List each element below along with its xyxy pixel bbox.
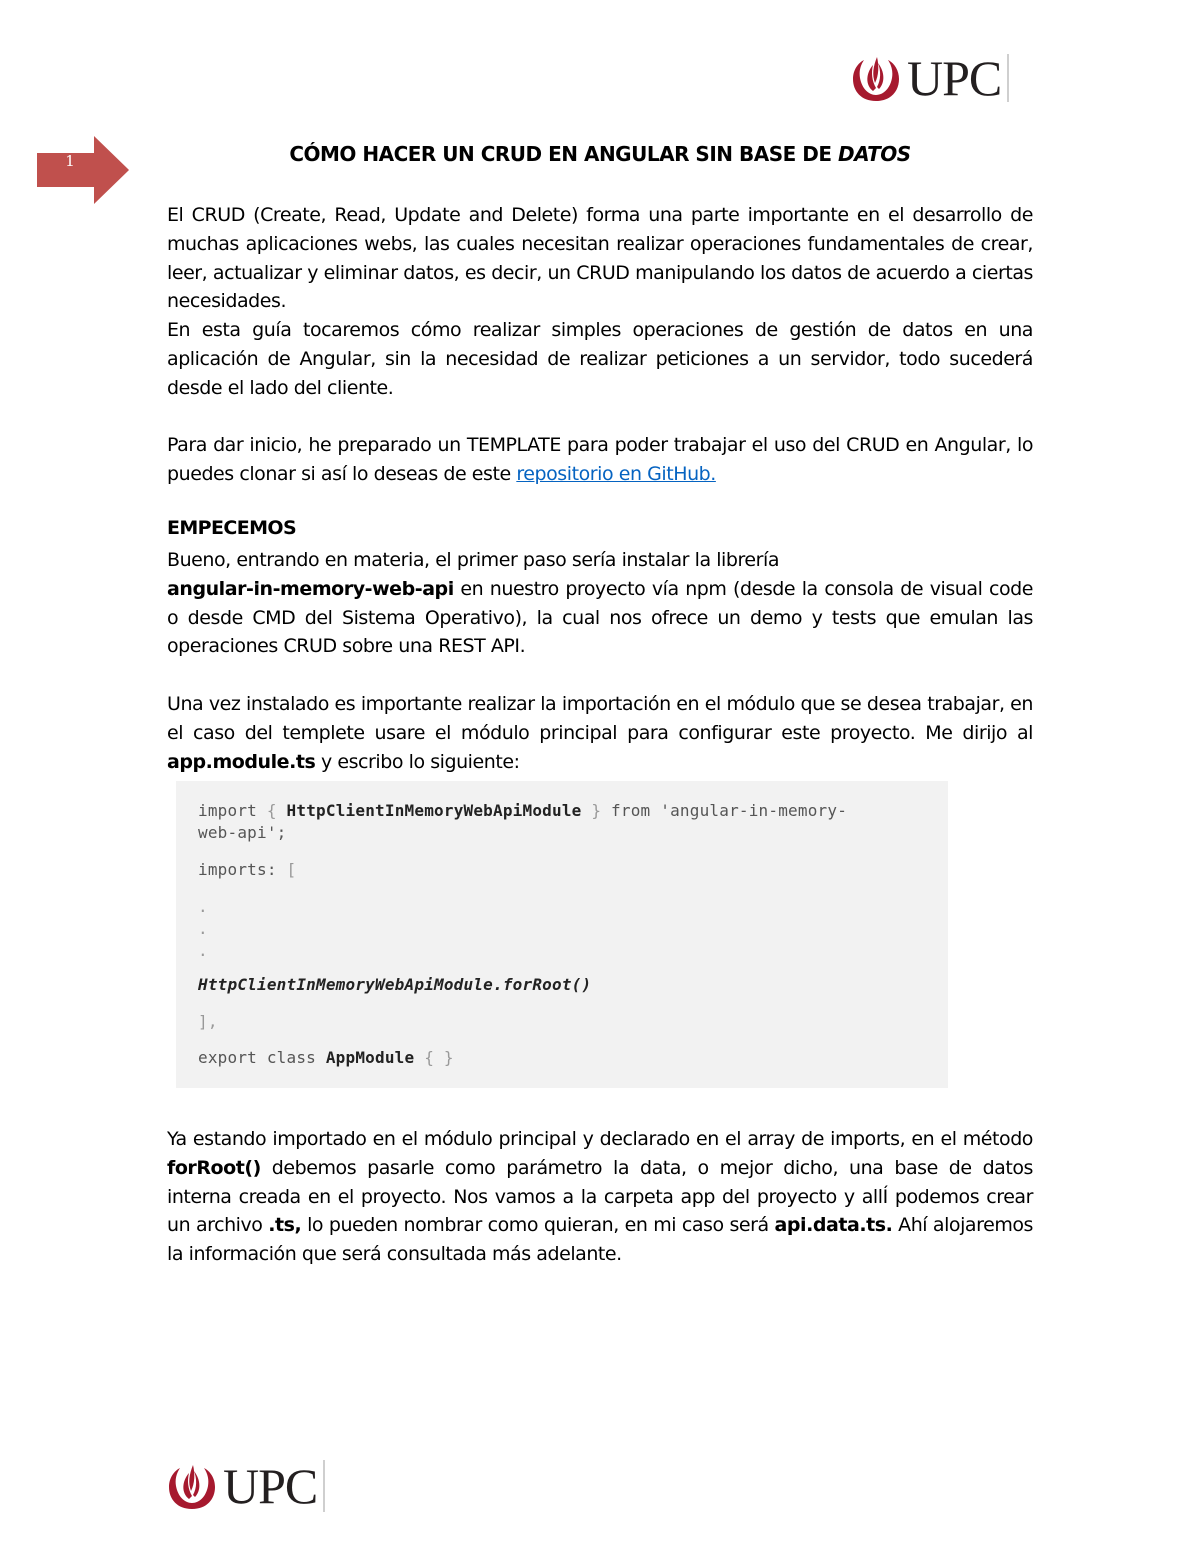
upc-emblem-icon (167, 1460, 217, 1512)
paragraph-intro: El CRUD (Create, Read, Update and Delete) forma una parte importante en el desarrollo de muchas aplicaciones webs, las cuales necesitan realizar operaciones fundamentales de crear, leer, actualizar y eliminar datos, es decir, un CRUD manipulando los datos de acuerdo a ciertas necesidades. (167, 204, 1033, 313)
upc-logo-top (851, 50, 1009, 106)
upc-logo-bottom (167, 1458, 325, 1514)
upc-wordmark: UPC (907, 50, 1002, 106)
code-block: import { HttpClientInMemoryWebApiModule } from 'angular-in-memory- web-api'; imports: [ . . . HttpClientInMemoryWebApiModule.forRoot() ], export class AppModule { } (176, 781, 948, 1088)
title-main: CÓMO HACER UN CRUD EN ANGULAR SIN BASE DE (289, 142, 832, 166)
page-number: 1 (65, 152, 75, 170)
app-module-filename: app.module.ts (167, 750, 316, 773)
logo-divider (323, 1460, 325, 1512)
document-title (167, 142, 1033, 166)
paragraph-install: Bueno, entrando en materia, el primer paso sería instalar la librería angular-in-memory-web-api en nuestro proyecto vía npm (desde la consola de visual code o desde CMD del Sistema Operativo), la cual nos ofrece un demo y tests que emulan las operaciones CRUD sobre una REST API. (167, 546, 1033, 661)
logo-divider (1007, 54, 1009, 102)
paragraph-guide: En esta guía tocaremos cómo realizar simples operaciones de gestión de datos en una aplicación de Angular, sin la necesidad de realizar peticiones a un servidor, todo sucederá desde el lado del cliente. (167, 319, 1033, 399)
install-line1: Bueno, entrando en materia, el primer paso sería instalar la librería (167, 549, 780, 571)
page-number-arrow (37, 136, 129, 204)
paragraph-forroot: Ya estando importado en el módulo principal y declarado en el array de imports, en el método forRoot() debemos pasarle como parámetro la data, o mejor dicho, una base de datos interna creada en el proyecto. Nos vamos a la carpeta app del proyecto y allÍ podemos crear un archivo .ts, lo pueden nombrar como quieran, en mi caso será api.data.ts. Ahí alojaremos la información que será consultada más adelante. (167, 1128, 1033, 1266)
upc-wordmark: UPC (223, 1458, 318, 1514)
paragraph-import: Una vez instalado es importante realizar la importación en el módulo que se desea trabajar, en el caso del templete usare el módulo principal para configurar este proyecto. Me dirijo al app.module.ts y escribo lo siguiente: (167, 693, 1033, 773)
section-heading: EMPECEMOS (167, 517, 297, 539)
library-name: angular-in-memory-web-api (167, 577, 454, 600)
title-italic: DATOS (837, 142, 911, 166)
upc-emblem-icon (851, 53, 901, 103)
github-repo-link[interactable]: repositorio en GitHub. (516, 462, 716, 485)
paragraph-template: Para dar inicio, he preparado un TEMPLATE para poder trabajar el uso del CRUD en Angular, lo puedes clonar si así lo deseas de este repositorio en GitHub. (167, 434, 1033, 485)
